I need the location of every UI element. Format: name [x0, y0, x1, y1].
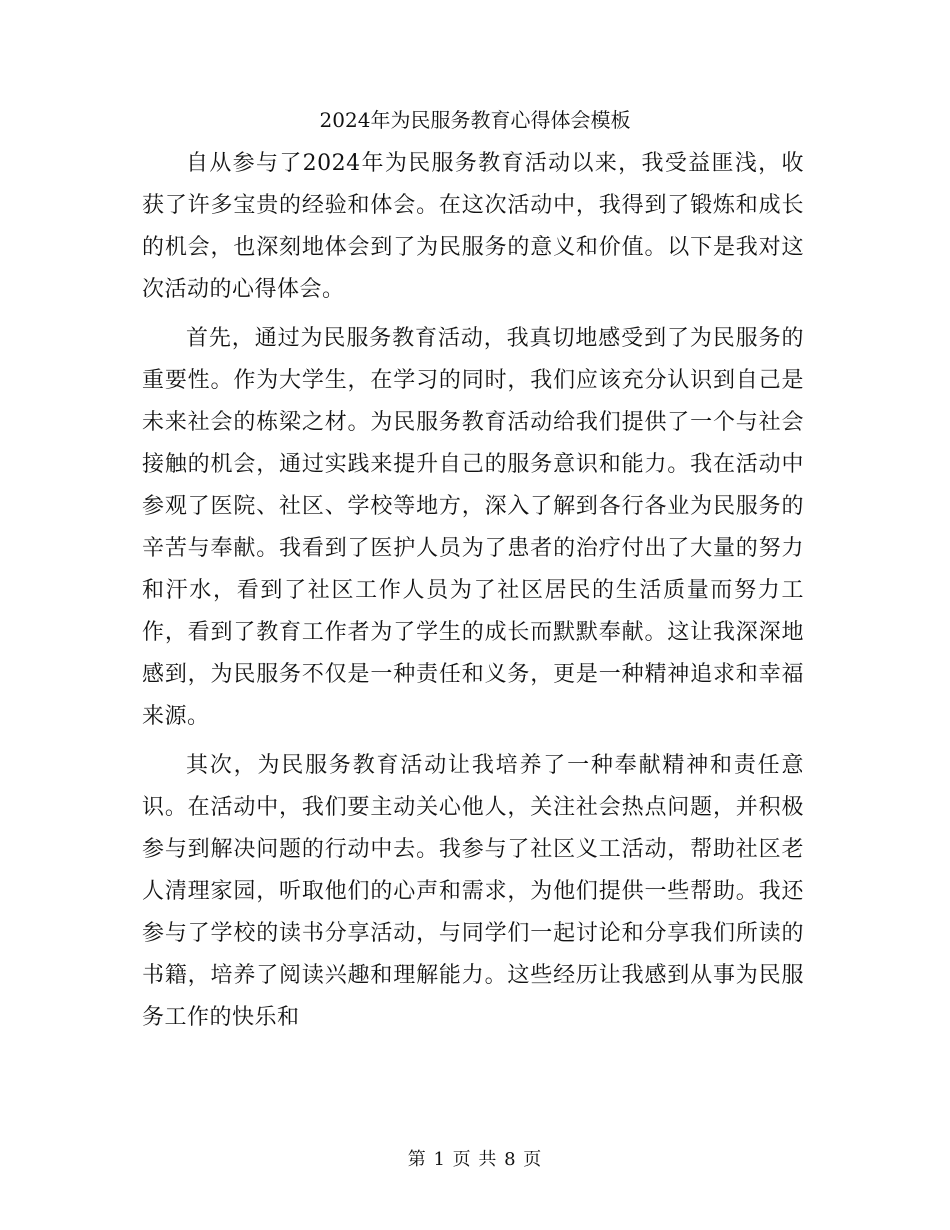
- footer-middle: 页 共: [452, 1149, 498, 1170]
- footer-current-page: 1: [433, 1149, 446, 1170]
- footer-suffix: 页: [523, 1149, 543, 1170]
- paragraph-2: 首先，通过为民服务教育活动，我真切地感受到了为民服务的重要性。作为大学生，在学习的同时，我们应该充分认识到自己是未来社会的栋梁之材。为民服务教育活动给我们提供了一个与社会接触的机会，通过实践来提升自己的服务意识和能力。我在活动中参观了医院、社区、学校等地方，深入了解到各行各业为民服务的辛苦与奉献。我看到了医护人员为了患者的治疗付出了大量的努力和汗水，看到了社区工作人员为了社区居民的生活质量而努力工作，看到了教育工作者为了学生的成长而默默奉献。这让我深深地感到，为民服务不仅是一种责任和义务，更是一种精神追求和幸福来源。: [142, 326, 804, 729]
- page-footer: [0, 1146, 950, 1174]
- footer-total-pages: 8: [504, 1149, 517, 1170]
- document-title: 2024年为民服务教育心得体会模板: [319, 108, 631, 132]
- paragraph-3: 其次，为民服务教育活动让我培养了一种奉献精神和责任意识。在活动中，我们要主动关心他人，关注社会热点问题，并积极参与到解决问题的行动中去。我参与了社区义工活动，帮助社区老人清理家园，听取他们的心声和需求，为他们提供一些帮助。我还参与了学校的读书分享活动，与同学们一起讨论和分享我们所读的书籍，培养了阅读兴趣和理解能力。这些经历让我感到从事为民服务工作的快乐和: [142, 753, 804, 1030]
- paragraph-1: 自从参与了2024年为民服务教育活动以来，我受益匪浅，收获了许多宝贵的经验和体会。在这次活动中，我得到了锻炼和成长的机会，也深刻地体会到了为民服务的意义和价值。以下是我对这次活动的心得体会。: [142, 151, 804, 302]
- footer-prefix: 第: [407, 1149, 427, 1170]
- document-body: [142, 143, 804, 1046]
